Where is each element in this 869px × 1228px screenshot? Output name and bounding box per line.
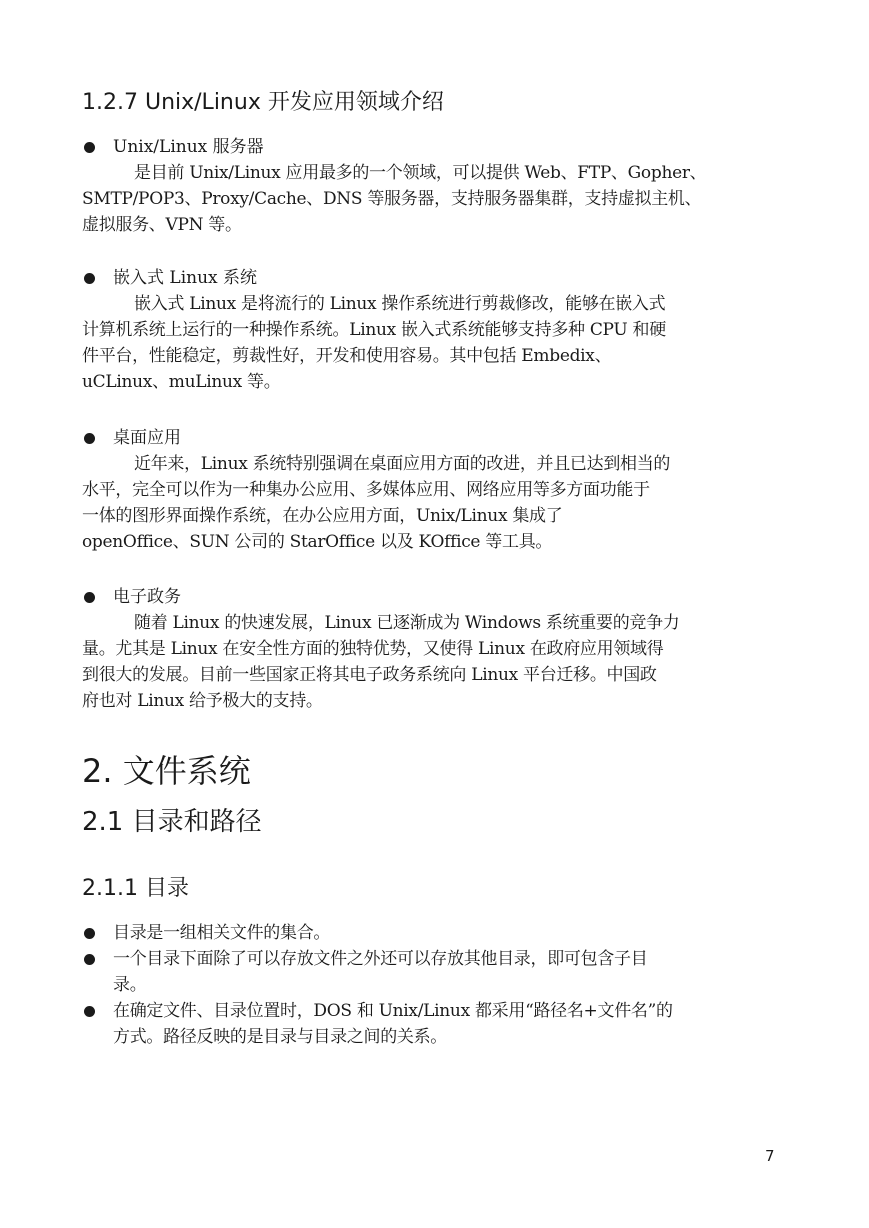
paragraph-line: 一体的图形界面操作系统，在办公应用方面，Unix/Linux 集成了 [82,506,563,526]
list-line: 一个目录下面除了可以存放文件之外还可以存放其他目录，即可包含子目 [113,949,648,969]
heading-2-1: 2.1 目录和路径 [82,807,262,837]
paragraph-line: openOffice、SUN 公司的 StarOffice 以及 KOffice 等工具。 [82,532,553,552]
bullet-icon [84,592,95,603]
paragraph-line: 到很大的发展。目前一些国家正将其电子政务系统向 Linux 平台迁移。中国政 [82,665,657,685]
bullet-icon [84,142,95,153]
list-item [82,998,787,1050]
list-line: 在确定文件、目录位置时，DOS 和 Unix/Linux 都采用“路径名+文件名”的 [113,1001,673,1021]
bullet-item [82,584,787,610]
page-number: 7 [765,1147,775,1165]
bullet-icon [84,954,95,965]
paragraph-line: SMTP/POP3、Proxy/Cache、DNS 等服务器，支持服务器集群，支持虚拟主机、 [82,189,702,209]
list-line: 目录是一组相关文件的集合。 [113,923,331,943]
bullet-title: 嵌入式 Linux 系统 [113,268,258,288]
bullet-icon [84,1006,95,1017]
section-unix-linux-server [82,134,787,238]
paragraph-line: 近年来，Linux 系统特别强调在桌面应用方面的改进，并且已达到相当的 [134,454,671,474]
bullet-title: Unix/Linux 服务器 [113,137,264,157]
paragraph-line: 计算机系统上运行的一种操作系统。Linux 嵌入式系统能够支持多种 CPU 和硬 [82,320,666,340]
section-desktop-applications [82,425,787,555]
list-item [82,920,787,946]
list-line: 方式。路径反映的是目录与目录之间的关系。 [113,1027,447,1047]
bullet-title: 桌面应用 [113,428,181,448]
paragraph-line: 虚拟服务、VPN 等。 [82,215,242,235]
section-embedded-linux [82,265,787,395]
list-item [82,946,787,998]
bullet-icon [84,273,95,284]
list-directories [82,920,787,1050]
bullet-item [82,265,787,291]
paragraph-line: 量。尤其是 Linux 在安全性方面的独特优势，又使得 Linux 在政府应用领域得 [82,639,664,659]
bullet-icon [84,433,95,444]
bullet-title: 电子政务 [113,587,181,607]
paragraph-line: 随着 Linux 的快速发展，Linux 已逐渐成为 Windows 系统重要的竞争力 [134,613,680,633]
heading-2-1-1: 2.1.1 目录 [82,876,189,901]
paragraph-line: uCLinux、muLinux 等。 [82,372,281,392]
paragraph-line: 嵌入式 Linux 是将流行的 Linux 操作系统进行剪裁修改，能够在嵌入式 [134,294,666,314]
paragraph-line: 是目前 Unix/Linux 应用最多的一个领域，可以提供 Web、FTP、Gopher、 [134,163,707,183]
bullet-icon [84,928,95,939]
bullet-item [82,425,787,451]
list-line: 录。 [113,975,147,995]
heading-2-file-system: 2. 文件系统 [82,752,251,790]
paragraph-line: 府也对 Linux 给予极大的支持。 [82,691,323,711]
paragraph-line: 水平，完全可以作为一种集办公应用、多媒体应用、网络应用等多方面功能于 [82,480,650,500]
paragraph-line: 件平台，性能稳定，剪裁性好，开发和使用容易。其中包括 Embedix、 [82,346,612,366]
heading-1-2-7: 1.2.7 Unix/Linux 开发应用领域介绍 [82,90,444,115]
section-e-government [82,584,787,714]
bullet-item [82,134,787,160]
